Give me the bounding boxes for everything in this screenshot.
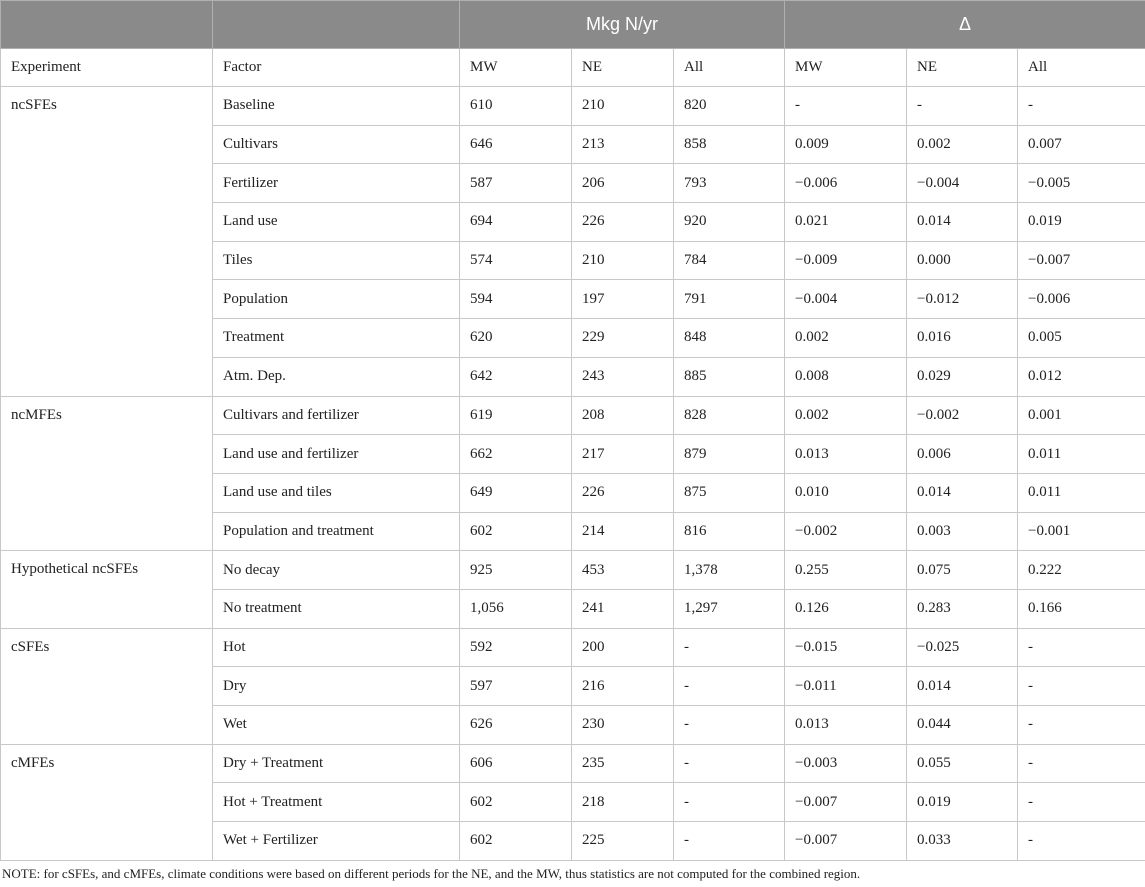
value-cell: - — [674, 783, 785, 822]
value-cell: 0.006 — [907, 435, 1018, 474]
value-cell: - — [1018, 667, 1145, 706]
factor-cell: Cultivars and fertilizer — [213, 396, 460, 435]
value-cell: 925 — [460, 551, 572, 590]
column-header: All — [1018, 49, 1145, 87]
value-cell: 0.044 — [907, 706, 1018, 745]
value-cell: - — [674, 706, 785, 745]
value-cell: 0.011 — [1018, 435, 1145, 474]
table-body — [1, 87, 1145, 861]
value-cell: −0.015 — [785, 628, 907, 667]
value-cell: - — [1018, 628, 1145, 667]
factor-cell: Wet — [213, 706, 460, 745]
value-cell: 0.166 — [1018, 589, 1145, 628]
value-cell: −0.007 — [1018, 241, 1145, 280]
value-cell: 0.019 — [1018, 203, 1145, 242]
value-cell: 0.002 — [907, 125, 1018, 164]
value-cell: - — [907, 87, 1018, 126]
factor-cell: Fertilizer — [213, 164, 460, 203]
value-cell: - — [674, 822, 785, 861]
value-cell: 225 — [572, 822, 674, 861]
value-cell: 0.019 — [907, 783, 1018, 822]
table-row — [1, 628, 1145, 667]
value-cell: 0.283 — [907, 589, 1018, 628]
experiment-cell: ncSFEs — [1, 87, 213, 397]
value-cell: 784 — [674, 241, 785, 280]
value-cell: 619 — [460, 396, 572, 435]
value-cell: 820 — [674, 87, 785, 126]
experiment-cell: cMFEs — [1, 744, 213, 860]
value-cell: 0.016 — [907, 319, 1018, 358]
value-cell: 602 — [460, 512, 572, 551]
mkg-group-header: Mkg N/yr — [460, 1, 785, 49]
value-cell: 0.008 — [785, 357, 907, 396]
value-cell: 0.001 — [1018, 396, 1145, 435]
value-cell: 848 — [674, 319, 785, 358]
factor-cell: No treatment — [213, 589, 460, 628]
column-header: Experiment — [1, 49, 213, 87]
value-cell: 0.014 — [907, 203, 1018, 242]
delta-group-header: Δ — [785, 1, 1145, 49]
value-cell: 0.000 — [907, 241, 1018, 280]
column-header: All — [674, 49, 785, 87]
factor-cell: Wet + Fertilizer — [213, 822, 460, 861]
factor-cell: Hot — [213, 628, 460, 667]
value-cell: 592 — [460, 628, 572, 667]
value-cell: −0.005 — [1018, 164, 1145, 203]
value-cell: - — [674, 667, 785, 706]
value-cell: −0.006 — [1018, 280, 1145, 319]
value-cell: 0.222 — [1018, 551, 1145, 590]
value-cell: 620 — [460, 319, 572, 358]
value-cell: 243 — [572, 357, 674, 396]
experiment-cell: cSFEs — [1, 628, 213, 744]
value-cell: 0.033 — [907, 822, 1018, 861]
value-cell: 649 — [460, 473, 572, 512]
column-header: MW — [460, 49, 572, 87]
value-cell: 0.007 — [1018, 125, 1145, 164]
column-header: Factor — [213, 49, 460, 87]
value-cell: −0.003 — [785, 744, 907, 783]
value-cell: 235 — [572, 744, 674, 783]
value-cell: 879 — [674, 435, 785, 474]
value-cell: −0.011 — [785, 667, 907, 706]
value-cell: - — [1018, 783, 1145, 822]
factor-cell: Hot + Treatment — [213, 783, 460, 822]
value-cell: −0.007 — [785, 783, 907, 822]
value-cell: 646 — [460, 125, 572, 164]
column-header: MW — [785, 49, 907, 87]
factor-cell: Population — [213, 280, 460, 319]
value-cell: 0.005 — [1018, 319, 1145, 358]
value-cell: 626 — [460, 706, 572, 745]
value-cell: 0.255 — [785, 551, 907, 590]
factor-cell: Treatment — [213, 319, 460, 358]
value-cell: 858 — [674, 125, 785, 164]
value-cell: 0.012 — [1018, 357, 1145, 396]
value-cell: 642 — [460, 357, 572, 396]
experiment-cell: Hypothetical ncSFEs — [1, 551, 213, 628]
factor-cell: Baseline — [213, 87, 460, 126]
value-cell: 816 — [674, 512, 785, 551]
value-cell: 213 — [572, 125, 674, 164]
value-cell: 210 — [572, 241, 674, 280]
value-cell: - — [1018, 706, 1145, 745]
value-cell: 453 — [572, 551, 674, 590]
value-cell: −0.025 — [907, 628, 1018, 667]
value-cell: 0.029 — [907, 357, 1018, 396]
value-cell: 200 — [572, 628, 674, 667]
value-cell: −0.001 — [1018, 512, 1145, 551]
value-cell: −0.012 — [907, 280, 1018, 319]
factor-cell: Land use and tiles — [213, 473, 460, 512]
value-cell: - — [1018, 822, 1145, 861]
blank-header-cell — [1, 1, 213, 49]
factor-cell: Dry — [213, 667, 460, 706]
value-cell: 206 — [572, 164, 674, 203]
value-cell: 885 — [674, 357, 785, 396]
column-header: NE — [907, 49, 1018, 87]
value-cell: 0.002 — [785, 319, 907, 358]
value-cell: 791 — [674, 280, 785, 319]
value-cell: 0.002 — [785, 396, 907, 435]
value-cell: 230 — [572, 706, 674, 745]
value-cell: 920 — [674, 203, 785, 242]
value-cell: 597 — [460, 667, 572, 706]
value-cell: 208 — [572, 396, 674, 435]
value-cell: 602 — [460, 783, 572, 822]
table-row — [1, 744, 1145, 783]
value-cell: 0.011 — [1018, 473, 1145, 512]
value-cell: - — [674, 744, 785, 783]
table-row — [1, 551, 1145, 590]
value-cell: −0.002 — [907, 396, 1018, 435]
value-cell: 694 — [460, 203, 572, 242]
value-cell: −0.007 — [785, 822, 907, 861]
value-cell: 594 — [460, 280, 572, 319]
value-cell: 214 — [572, 512, 674, 551]
value-cell: 218 — [572, 783, 674, 822]
value-cell: 229 — [572, 319, 674, 358]
value-cell: 793 — [674, 164, 785, 203]
value-cell: −0.006 — [785, 164, 907, 203]
value-cell: - — [1018, 87, 1145, 126]
value-cell: 1,056 — [460, 589, 572, 628]
value-cell: −0.004 — [785, 280, 907, 319]
value-cell: 0.009 — [785, 125, 907, 164]
factor-cell: Tiles — [213, 241, 460, 280]
factor-cell: Dry + Treatment — [213, 744, 460, 783]
value-cell: −0.009 — [785, 241, 907, 280]
value-cell: 0.055 — [907, 744, 1018, 783]
column-header-row — [1, 49, 1145, 87]
value-cell: 875 — [674, 473, 785, 512]
table-row — [1, 396, 1145, 435]
value-cell: 241 — [572, 589, 674, 628]
table-footnote: NOTE: for cSFEs, and cMFEs, climate conditions were based on different periods for the NE, and the MW, thus statistics are not computed for the combined region. — [0, 861, 1145, 887]
value-cell: 1,297 — [674, 589, 785, 628]
value-cell: 217 — [572, 435, 674, 474]
value-cell: 0.013 — [785, 706, 907, 745]
factor-cell: Atm. Dep. — [213, 357, 460, 396]
table-row — [1, 87, 1145, 126]
value-cell: 0.014 — [907, 667, 1018, 706]
value-cell: - — [1018, 744, 1145, 783]
value-cell: 0.021 — [785, 203, 907, 242]
value-cell: 574 — [460, 241, 572, 280]
value-cell: 610 — [460, 87, 572, 126]
value-cell: 606 — [460, 744, 572, 783]
value-cell: 662 — [460, 435, 572, 474]
value-cell: 226 — [572, 473, 674, 512]
value-cell: 1,378 — [674, 551, 785, 590]
value-cell: - — [674, 628, 785, 667]
value-cell: 197 — [572, 280, 674, 319]
value-cell: 587 — [460, 164, 572, 203]
value-cell: 210 — [572, 87, 674, 126]
value-cell: 0.013 — [785, 435, 907, 474]
value-cell: −0.004 — [907, 164, 1018, 203]
group-header-row — [1, 1, 1145, 49]
column-header: NE — [572, 49, 674, 87]
factor-cell: No decay — [213, 551, 460, 590]
value-cell: 0.075 — [907, 551, 1018, 590]
value-cell: 226 — [572, 203, 674, 242]
value-cell: - — [785, 87, 907, 126]
factor-cell: Cultivars — [213, 125, 460, 164]
value-cell: 216 — [572, 667, 674, 706]
value-cell: 0.126 — [785, 589, 907, 628]
value-cell: 828 — [674, 396, 785, 435]
value-cell: 602 — [460, 822, 572, 861]
factor-cell: Population and treatment — [213, 512, 460, 551]
blank-header-cell — [213, 1, 460, 49]
factor-cell: Land use and fertilizer — [213, 435, 460, 474]
factor-cell: Land use — [213, 203, 460, 242]
value-cell: −0.002 — [785, 512, 907, 551]
value-cell: 0.003 — [907, 512, 1018, 551]
value-cell: 0.014 — [907, 473, 1018, 512]
experiment-cell: ncMFEs — [1, 396, 213, 551]
value-cell: 0.010 — [785, 473, 907, 512]
